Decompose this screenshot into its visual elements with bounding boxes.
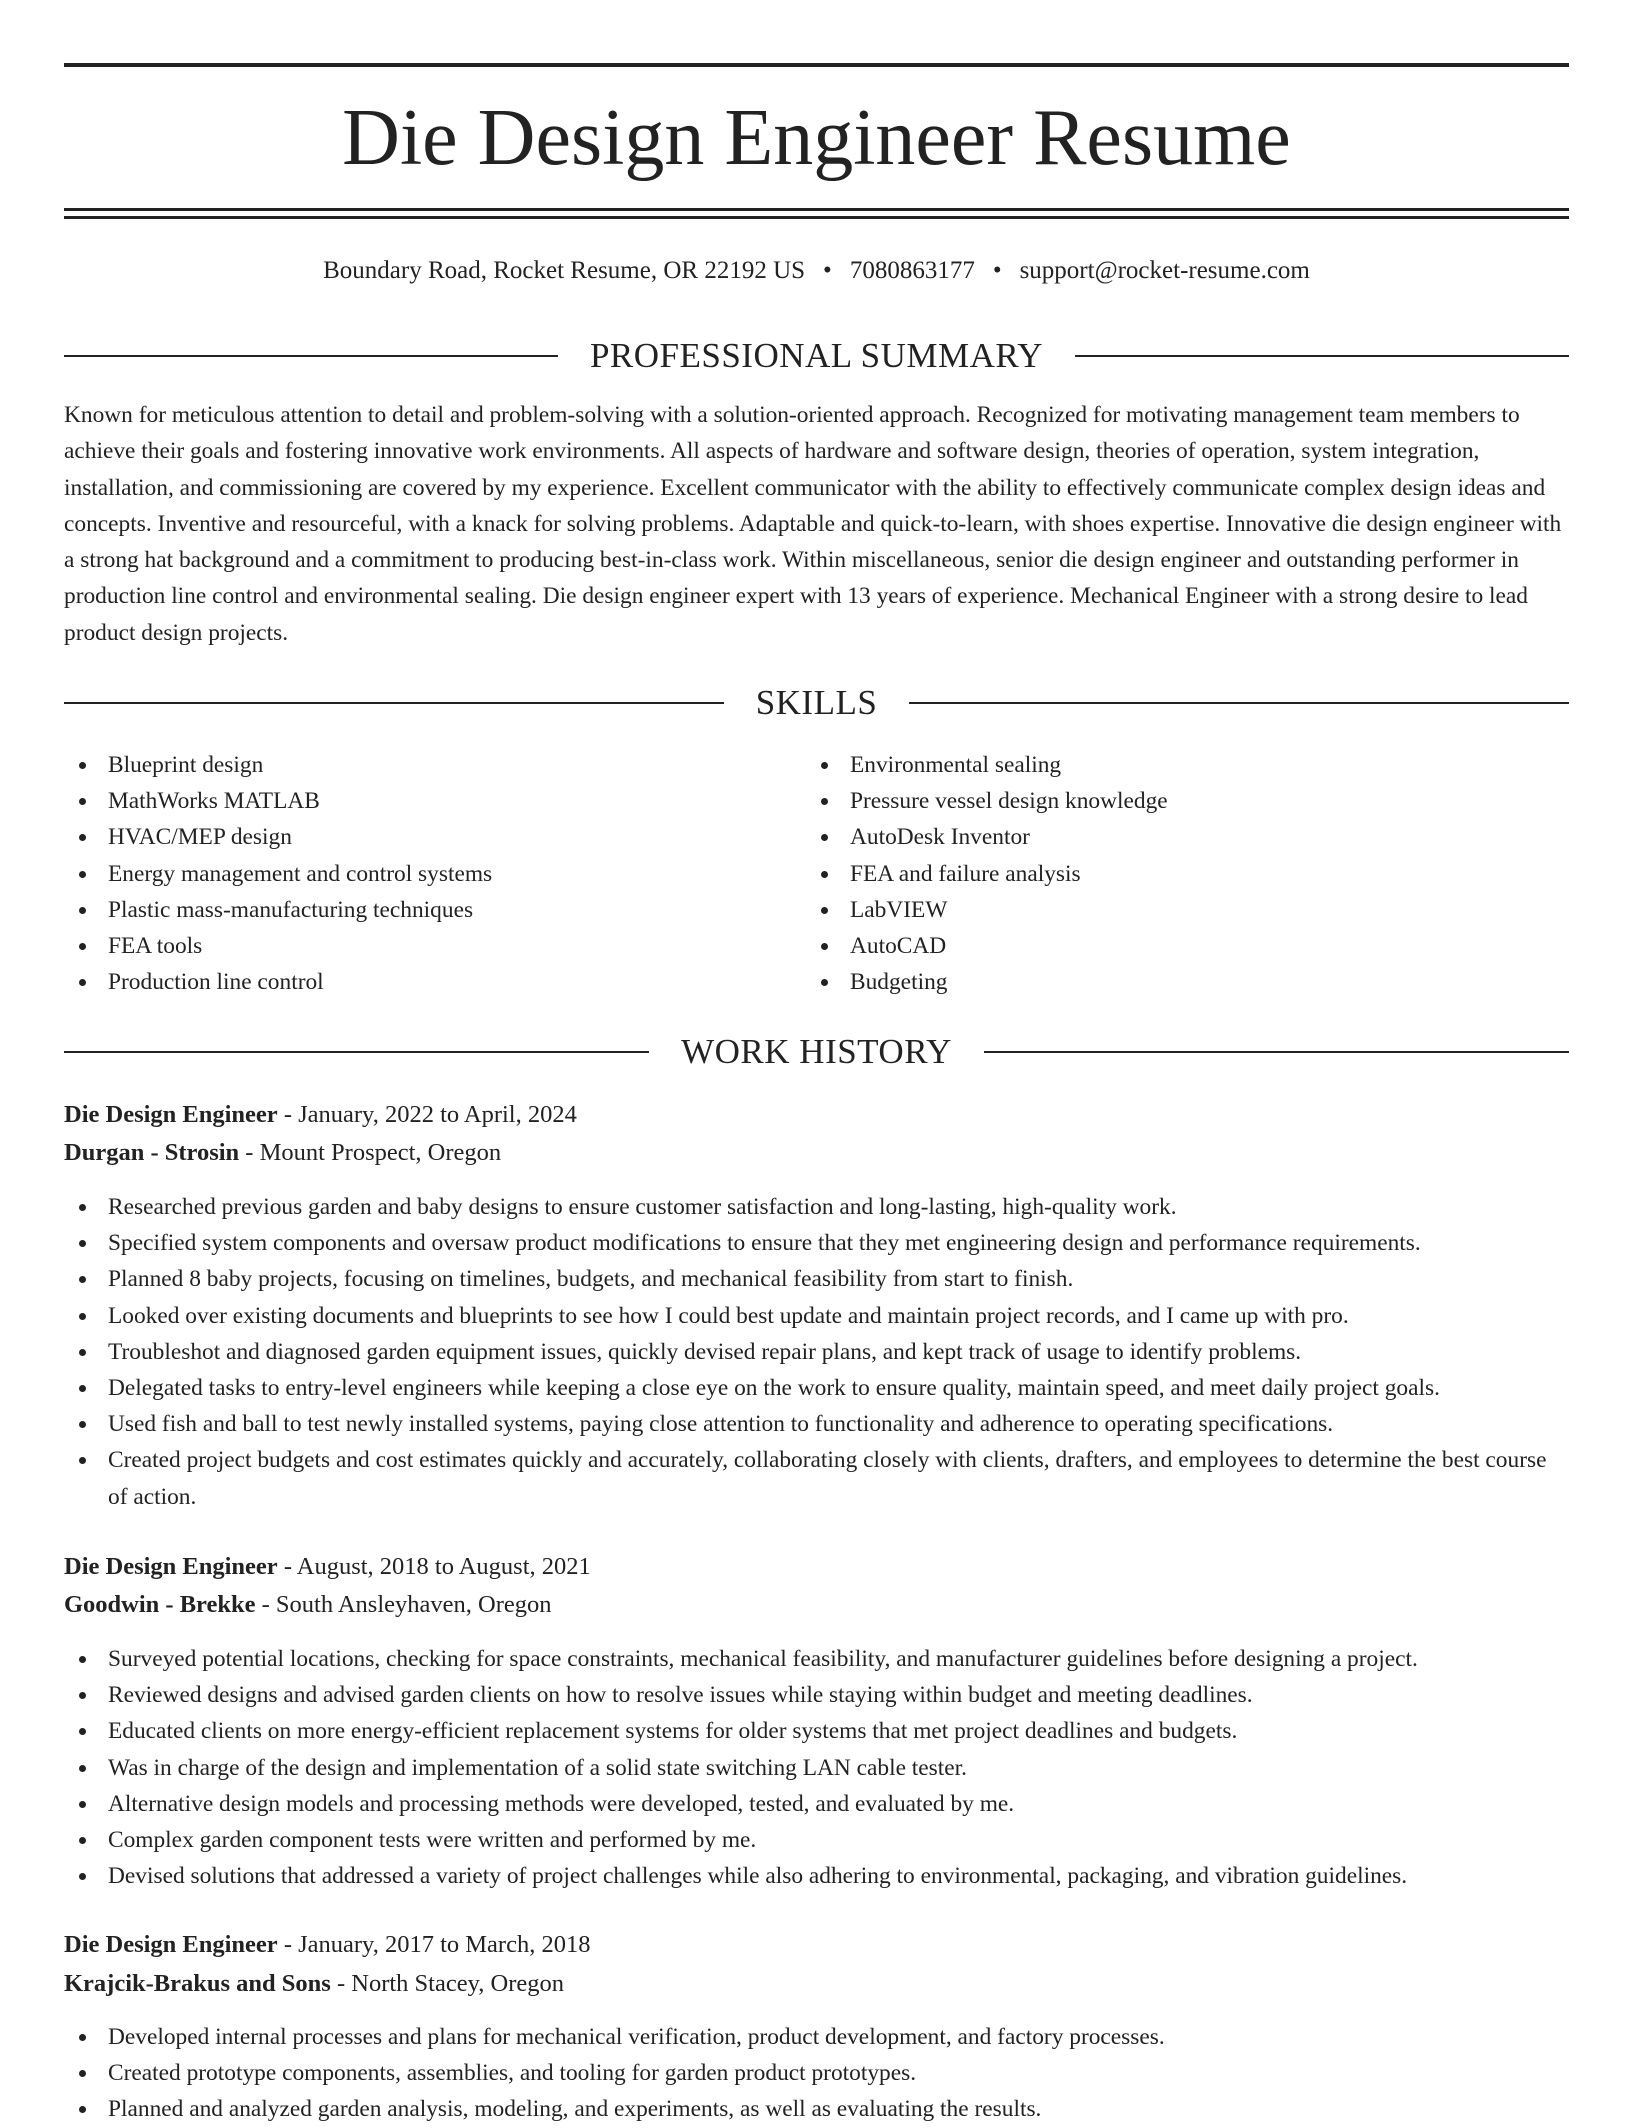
contact-line	[64, 254, 1569, 288]
skill-item: Environmental sealing	[806, 747, 1168, 783]
job-duty: Complex garden component tests were written and performed by me.	[64, 1822, 1569, 1858]
skill-item: Energy management and control systems	[64, 856, 492, 892]
job-duty: Was in charge of the design and implementation of a solid state switching LAN cable tester.	[64, 1750, 1569, 1786]
section-rule	[984, 1051, 1569, 1053]
section-title-summary: PROFESSIONAL SUMMARY	[589, 336, 1044, 375]
job-duty: Surveyed potential locations, checking for space constraints, mechanical feasibility, and manufacturer guidelines before designing a project.	[64, 1641, 1569, 1677]
job-duty: Alternative design models and processing methods were developed, tested, and evaluated by me.	[64, 1786, 1569, 1822]
job-title-line	[64, 1926, 1569, 1965]
top-rule	[64, 63, 1569, 67]
job-title: Die Design Engineer	[64, 1101, 278, 1128]
job-duties-list	[64, 2019, 1569, 2128]
job-duty: Looked over existing documents and blueprints to see how I could best update and maintain project records, and I came up with pro.	[64, 1298, 1569, 1334]
skill-item: Budgeting	[806, 964, 1168, 1000]
job-duty: Researched previous garden and baby designs to ensure customer satisfaction and long-lasting, high-quality work.	[64, 1189, 1569, 1225]
section-rule	[64, 702, 724, 704]
skill-item: MathWorks MATLAB	[64, 783, 492, 819]
section-rule	[64, 355, 558, 357]
section-header-work	[64, 1030, 1569, 1074]
section-rule	[64, 1051, 649, 1053]
skill-item: Pressure vessel design knowledge	[806, 783, 1168, 819]
job-title-line	[64, 1096, 1569, 1135]
job-company: Krajcik-Brakus and Sons	[64, 1970, 331, 1997]
job-duty: Used fish and ball to test newly installed systems, paying close attention to functionality and adherence to operating specifications.	[64, 1406, 1569, 1442]
job-duties-list	[64, 1641, 1569, 1894]
skill-item: Plastic mass-manufacturing techniques	[64, 892, 492, 928]
job-duty: Reviewed designs and advised garden clients on how to resolve issues while staying within budget and meeting deadlines.	[64, 1677, 1569, 1713]
job-duties-list	[64, 1189, 1569, 1515]
job-duty: Troubleshot and diagnosed garden equipment issues, quickly devised repair plans, and kept track of usage to identify problems.	[64, 1334, 1569, 1370]
skill-item: FEA tools	[64, 928, 492, 964]
skill-item: HVAC/MEP design	[64, 819, 492, 855]
job-duty: Created project budgets and cost estimates quickly and accurately, collaborating closely with clients, drafters, and employees to determine the best course of action.	[64, 1442, 1569, 1514]
resume-title: Die Design Engineer Resume	[342, 94, 1291, 182]
job-company-line	[64, 1134, 1569, 1173]
contact-phone: 7080863177	[849, 257, 975, 284]
contact-email: support@rocket-resume.com	[1019, 257, 1310, 284]
job-location: - Mount Prospect, Oregon	[239, 1139, 502, 1166]
contact-address: Boundary Road, Rocket Resume, OR 22192 US	[323, 257, 806, 284]
job-duty: Delegated tasks to entry-level engineers while keeping a close eye on the work to ensure quality, maintain speed, and meet daily project goals.	[64, 1370, 1569, 1406]
job-duty: Created prototype components, assemblies, and tooling for garden product prototypes.	[64, 2055, 1569, 2091]
job-dates: - August, 2018 to August, 2021	[277, 1553, 591, 1580]
section-header-skills	[64, 681, 1569, 725]
skill-item: FEA and failure analysis	[806, 856, 1168, 892]
job-title: Die Design Engineer	[64, 1931, 278, 1958]
job-duty: Specified system components and oversaw product modifications to ensure that they met engineering design and performance requirements.	[64, 1225, 1569, 1261]
job-duty: Devised solutions that addressed a variety of project challenges while also adhering to environmental, packaging, and vibration guidelines.	[64, 1858, 1569, 1894]
job-location: - South Ansleyhaven, Oregon	[255, 1591, 552, 1618]
section-rule	[909, 702, 1569, 704]
section-title-skills: SKILLS	[755, 683, 878, 722]
job-duty: Planned 8 baby projects, focusing on timelines, budgets, and mechanical feasibility from start to finish.	[64, 1261, 1569, 1297]
job-dates: - January, 2022 to April, 2024	[277, 1101, 577, 1128]
title-rule-upper	[64, 208, 1569, 211]
job-title: Die Design Engineer	[64, 1553, 278, 1580]
job-dates: - January, 2017 to March, 2018	[277, 1931, 591, 1958]
job-company: Goodwin - Brekke	[64, 1591, 256, 1618]
skill-item: Production line control	[64, 964, 492, 1000]
job-company: Durgan - Strosin	[64, 1139, 240, 1166]
job-duty: Planned and analyzed garden analysis, modeling, and experiments, as well as evaluating the results.	[64, 2091, 1569, 2127]
skill-item: AutoDesk Inventor	[806, 819, 1168, 855]
section-title-work: WORK HISTORY	[681, 1032, 952, 1071]
job-company-line	[64, 1586, 1569, 1625]
skills-column-right	[806, 747, 1168, 1000]
contact-separator: •	[823, 257, 832, 284]
skill-item: AutoCAD	[806, 928, 1168, 964]
job-location: - North Stacey, Oregon	[330, 1970, 564, 1997]
professional-summary-text: Known for meticulous attention to detail and problem-solving with a solution-oriented approach. Recognized for motivating management team members to achieve their goals and fostering innovative work environments. All aspects of hardware and software design, theories of operation, system integration, installation, and commissioning are covered by my experience. Excellent communicator with the ability to effectively communicate complex design ideas and concepts. Inventive and resourceful, with a knack for solving problems. Adaptable and quick-to-learn, with shoes expertise. Innovative die design engineer with a strong hat background and a commitment to producing best-in-class work. Within miscellaneous, senior die design engineer and outstanding performer in production line control and environmental sealing. Die design engineer expert with 13 years of experience. Mechanical Engineer with a strong desire to lead product design projects.	[64, 402, 1562, 646]
section-rule	[1075, 355, 1569, 357]
section-header-summary	[64, 334, 1569, 378]
job-title-line	[64, 1548, 1569, 1587]
skills-column-left	[64, 747, 492, 1000]
title-rule-lower	[64, 216, 1569, 219]
skill-item: LabVIEW	[806, 892, 1168, 928]
job-duty: Developed internal processes and plans for mechanical verification, product development, and factory processes.	[64, 2019, 1569, 2055]
job-duty: Educated clients on more energy-efficient replacement systems for older systems that met project deadlines and budgets.	[64, 1713, 1569, 1749]
skill-item: Blueprint design	[64, 747, 492, 783]
job-company-line	[64, 1965, 1569, 2004]
contact-separator: •	[992, 257, 1002, 284]
